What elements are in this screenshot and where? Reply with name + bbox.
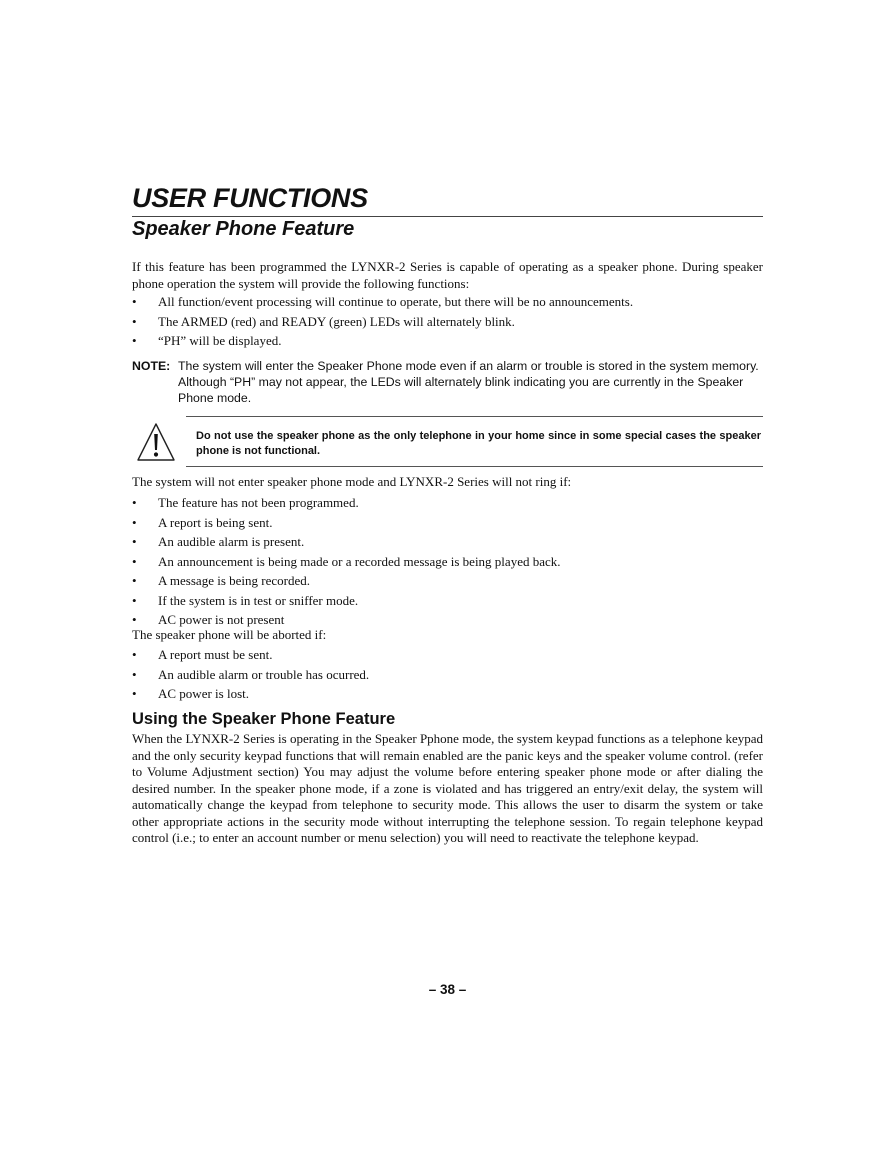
bullet-icon: • [132, 514, 137, 530]
list-item: • A message is being recorded. [132, 571, 763, 591]
bullet-icon: • [132, 666, 137, 682]
list-item: • An audible alarm is present. [132, 532, 763, 552]
abort-list-block [132, 645, 763, 704]
list-item: • If the system is in test or sniffer mode. [132, 591, 763, 611]
note-text: The system will enter the Speaker Phone mode even if an alarm or trouble is stored in the system memory. Although “PH” may not appear, the LEDs will alternately blink indicating you are currently in the Speaker Phone mode. [178, 359, 759, 405]
list-item: • AC power is not present [132, 610, 763, 630]
functions-list [132, 292, 763, 351]
list-item: • A report must be sent. [132, 645, 763, 665]
no-ring-conditions-list [132, 493, 763, 630]
bullet-icon: • [132, 686, 137, 701]
bullet-icon: • [132, 534, 137, 549]
using-heading: Using the Speaker Phone Feature [132, 710, 396, 728]
list-item: • AC power is lost. [132, 684, 763, 704]
list-item: • The feature has not been programmed. [132, 493, 763, 513]
bullet-icon: • [132, 495, 137, 510]
bullet-icon: • [132, 333, 137, 348]
abort-conditions-list [132, 645, 763, 704]
list-item: • An audible alarm or trouble has ocurred. [132, 665, 763, 685]
warning-text: Do not use the speaker phone as the only telephone in your home since in some special cases the speaker phone is not functional. [196, 430, 761, 457]
using-paragraph: When the LYNXR-2 Series is operating in the Speaker Pphone mode, the system keypad functions as a telephone keypad and the only security keypad functions that will remain enabled are the panic keys and the speaker volume control. (refer to Volume Adjustment section) You may adjust the volume before entering speaker phone mode or after dialing the desired number. In the speaker phone mode, if a zone is violated and has triggered an entry/exit delay, the system will automatically change the keypad from telephone to security mode. This allows the user to disarm the system or take other appropriate actions in the security mode without interrupting the telephone session. To regain telephone keypad control (i.e.; to enter an account number or menu selection) you will need to reactivate the telephone keypad. [132, 731, 763, 845]
warning-triangle-icon [136, 422, 176, 462]
bullet-icon: • [132, 553, 137, 569]
list-item: • A report is being sent. [132, 513, 763, 533]
using-heading-block [132, 710, 763, 729]
functions-list-block [132, 292, 763, 351]
using-text-block [132, 731, 763, 847]
no-ring-list-block [132, 493, 763, 630]
list-item: • All function/event processing will continue to operate, but there will be no announcements. [132, 292, 763, 312]
list-item: • The ARMED (red) and READY (green) LEDs will alternately blink. [132, 312, 763, 332]
bullet-icon: • [132, 612, 137, 627]
bullet-icon: • [132, 294, 137, 309]
no-ring-intro: The system will not enter speaker phone mode and LYNXR-2 Series will not ring if: [132, 474, 572, 489]
abort-intro: The speaker phone will be aborted if: [132, 627, 327, 642]
section-title: USER FUNCTIONS [132, 183, 368, 213]
bullet-icon: • [132, 592, 137, 608]
bullet-icon: • [132, 647, 137, 662]
note-label: NOTE: [132, 359, 171, 373]
warning-box [186, 416, 763, 467]
title-divider [132, 216, 763, 217]
intro-paragraph: If this feature has been programmed the LYNXR-2 Series is capable of operating as a speaker phone. During speaker phone operation the system will provide the following functions: [132, 259, 763, 291]
note-block [132, 358, 763, 406]
list-item: • “PH” will be displayed. [132, 331, 763, 351]
page-number: – 38 – [428, 982, 467, 997]
note [132, 358, 763, 406]
bullet-icon: • [132, 313, 137, 329]
no-ring-block [132, 474, 763, 491]
abort-block [132, 627, 763, 644]
list-item: • An announcement is being made or a recorded message is being played back. [132, 552, 763, 572]
subsection-title: Speaker Phone Feature [132, 218, 355, 240]
bullet-icon: • [132, 573, 137, 588]
intro-block [132, 259, 763, 292]
